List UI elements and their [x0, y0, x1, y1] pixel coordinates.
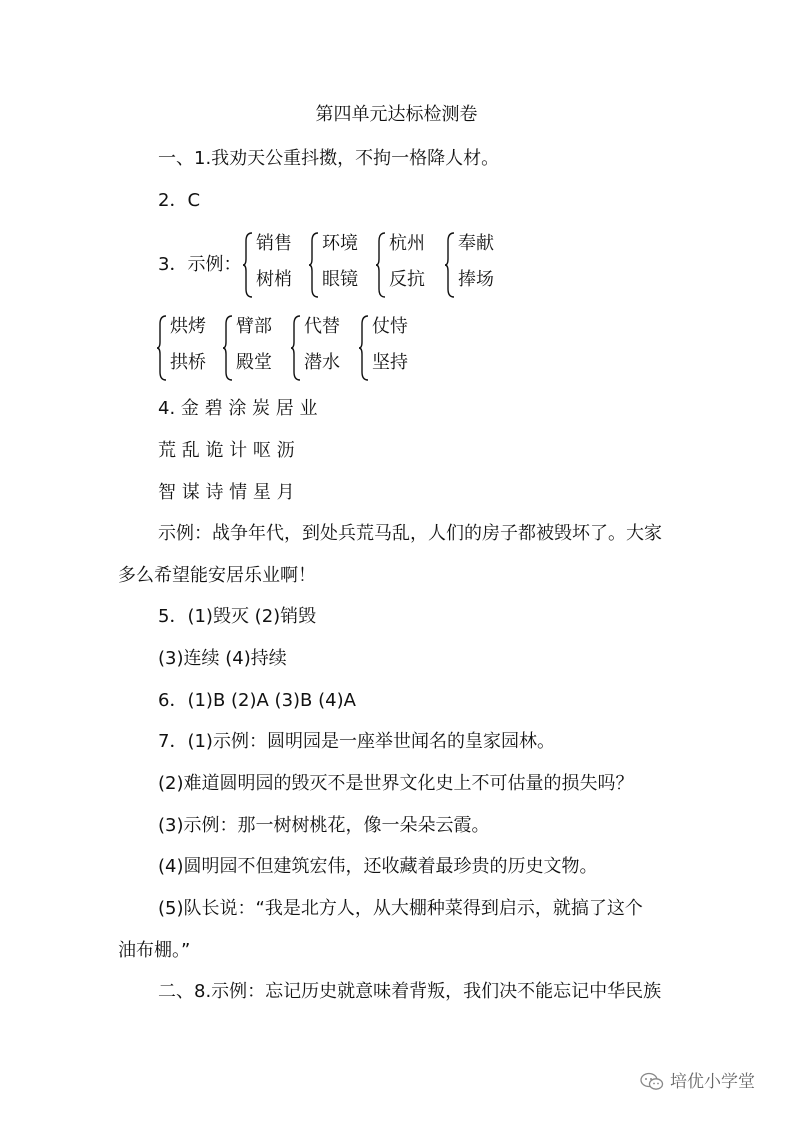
word-top: 环境 — [322, 233, 358, 254]
watermark-text: 培优小学堂 — [670, 1072, 755, 1092]
answer-q6: 6．(1)B (2)A (3)B (4)A — [158, 690, 356, 711]
answer-q4-row3: 智 谋 诗 情 星 月 — [158, 482, 295, 503]
brace-icon — [308, 231, 320, 299]
answer-q1: 一、1.我劝天公重抖擞，不拘一格降人材。 — [158, 148, 500, 169]
answer-q7-1: 7．(1)示例：圆明园是一座举世闻名的皇家园林。 — [158, 731, 555, 752]
word-top: 烘烤 — [170, 316, 206, 337]
word-top: 臂部 — [236, 316, 272, 337]
word-top: 仗恃 — [372, 316, 408, 337]
brace-icon — [375, 231, 387, 299]
word-bottom: 拱桥 — [170, 352, 206, 373]
word-top: 代替 — [304, 316, 340, 337]
answer-q7-5: (5)队长说：“我是北方人，从大棚种菜得到启示，就搞了这个 — [158, 898, 643, 919]
answer-q4-row1: 4. 金 碧 涂 炭 居 业 — [158, 398, 318, 419]
brace-icon — [358, 314, 370, 382]
watermark — [640, 1072, 755, 1092]
answer-q4-example: 示例：战争年代，到处兵荒马乱，人们的房子都被毁坏了。大家 — [158, 523, 662, 544]
brace-icon — [242, 231, 254, 299]
word-bottom: 捧场 — [458, 269, 494, 290]
answer-q8: 二、8.示例：忘记历史就意味着背叛，我们决不能忘记中华民族 — [158, 981, 662, 1002]
answer-q3-label: 3．示例： — [158, 254, 242, 275]
word-top: 奉献 — [458, 233, 494, 254]
page-title: 第四单元达标检测卷 — [315, 104, 478, 125]
brace-icon — [290, 314, 302, 382]
answer-q7-5-cont: 油布棚。” — [118, 940, 191, 961]
answer-q5-line2: (3)连续 (4)持续 — [158, 648, 287, 669]
word-bottom: 树梢 — [256, 269, 292, 290]
brace-icon — [444, 231, 456, 299]
answer-q7-2: (2)难道圆明园的毁灭不是世界文化史上不可估量的损失吗？ — [158, 773, 634, 794]
answer-q7-3: (3)示例：那一树树桃花，像一朵朵云霞。 — [158, 815, 490, 836]
word-bottom: 眼镜 — [322, 269, 358, 290]
word-bottom: 坚持 — [372, 352, 408, 373]
wechat-icon — [640, 1072, 664, 1092]
brace-icon — [156, 314, 168, 382]
word-top: 销售 — [256, 233, 292, 254]
word-bottom: 殿堂 — [236, 352, 272, 373]
answer-q2: 2．C — [158, 190, 201, 211]
word-bottom: 反抗 — [389, 269, 425, 290]
word-bottom: 潜水 — [304, 352, 340, 373]
answer-q4-example-cont: 多么希望能安居乐业啊！ — [118, 565, 316, 586]
answer-q5-line1: 5．(1)毁灭 (2)销毁 — [158, 606, 317, 627]
answer-q7-4: (4)圆明园不但建筑宏伟，还收藏着最珍贵的历史文物。 — [158, 856, 598, 877]
word-top: 杭州 — [389, 233, 425, 254]
brace-icon — [222, 314, 234, 382]
answer-q4-row2: 荒 乱 诡 计 呕 沥 — [158, 440, 295, 461]
